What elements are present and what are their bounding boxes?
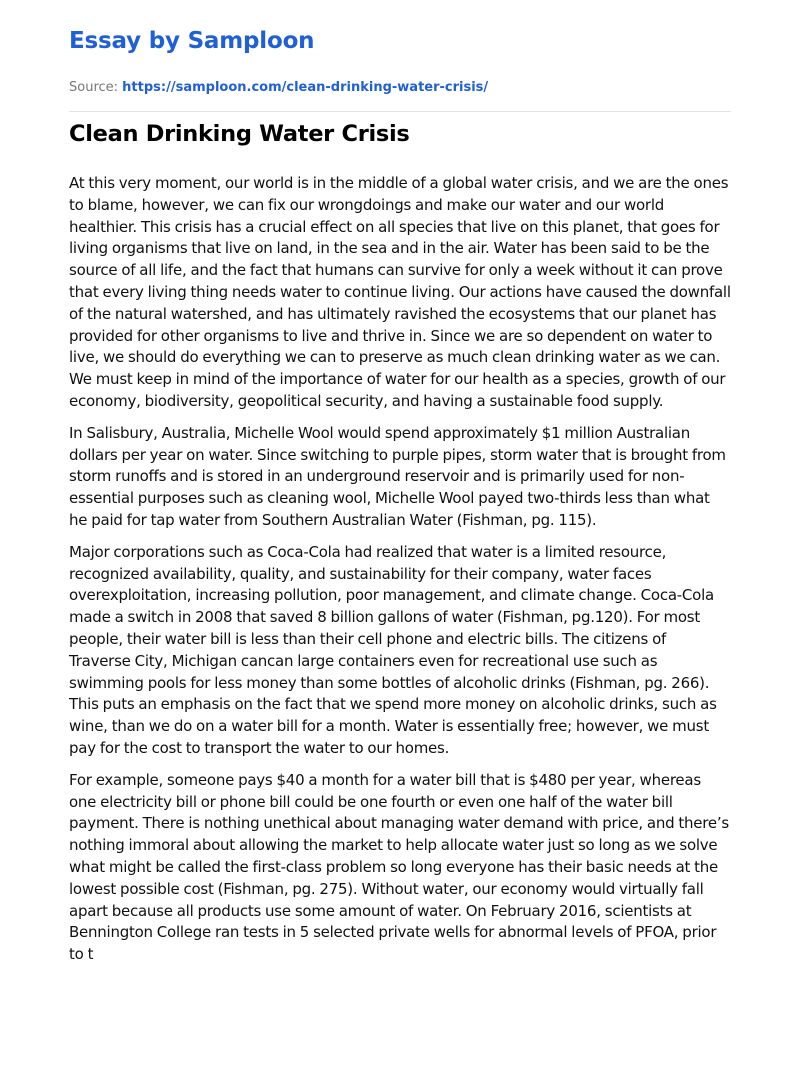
source-link[interactable]: https://samploon.com/clean-drinking-water-crisis/ — [122, 80, 489, 95]
essay-paragraph: In Salisbury, Australia, Michelle Wool would spend approximately $1 million Australian dollars per year on water. Since switching to purple pipes, storm water that is brought from storm runoffs and is stored in an underground reservoir and is primarily used for non-essential purposes such as cleaning wool, Michelle Wool payed two-thirds less than what he paid for tap water from Southern Australian Water (Fishman, pg. 115). — [69, 423, 726, 529]
essay-title: Clean Drinking Water Crisis — [69, 121, 410, 147]
header-divider — [69, 111, 731, 112]
source-line — [69, 80, 488, 95]
essay-paragraph: At this very moment, our world is in the middle of a global water crisis, and we are the ones to blame, however, we can fix our wrongdoings and make our water and our world healthier. This crisis has a crucial effect on all species that live on this planet, that goes for living organisms that live on land, in the sea and in the air. Water has been said to be the source of all life, and the fact that humans can survive for only a week without it can prove that every living thing needs water to continue living. Our actions have caused the downfall of the natural watershed, and has ultimately ravished the ecosystems that our planet has provided for other organisms to live and thrive in. Since we are so dependent on water to live, we should do everything we can to preserve as much clean drinking water as we can. We must keep in mind of the importance of water for our health as a species, growth of our economy, biodiversity, geopolitical security, and having a sustainable food supply. — [69, 174, 731, 410]
site-brand: Essay by Samploon — [69, 28, 315, 54]
essay-paragraph: Major corporations such as Coca-Cola had realized that water is a limited resource, recognized availability, quality, and sustainability for their company, water faces overexploitation, increasing pollution, poor management, and climate change. Coca-Cola made a switch in 2008 that saved 8 billion gallons of water (Fishman, pg.120). For most people, their water bill is less than their cell phone and electric bills. The citizens of Traverse City, Michigan cancan large containers even for recreational use such as swimming pools for less money than some bottles of alcoholic drinks (Fishman, pg. 266). This puts an emphasis on the fact that we spend more money on alcoholic drinks, such as wine, than we do on a water bill for a month. Water is essentially free; however, we must pay for the cost to transport the water to our homes. — [69, 542, 717, 757]
essay-paragraph: For example, someone pays $40 a month for a water bill that is $480 per year, whereas one electricity bill or phone bill could be one fourth or even one half of the water bill payment. There is nothing unethical about managing water demand with price, and there’s nothing immoral about allowing the market to help allocate water just so long as we solve what might be called the first-class problem so long everyone has their basic needs at the lowest possible cost (Fishman, pg. 275). Without water, our economy would virtually fall apart because all products use some amount of water. On February 2016, scientists at Bennington College ran tests in 5 selected private wells for abnormal levels of PFOA, prior to t — [69, 770, 729, 964]
source-label: Source: — [69, 80, 119, 95]
essay-body — [69, 173, 731, 976]
